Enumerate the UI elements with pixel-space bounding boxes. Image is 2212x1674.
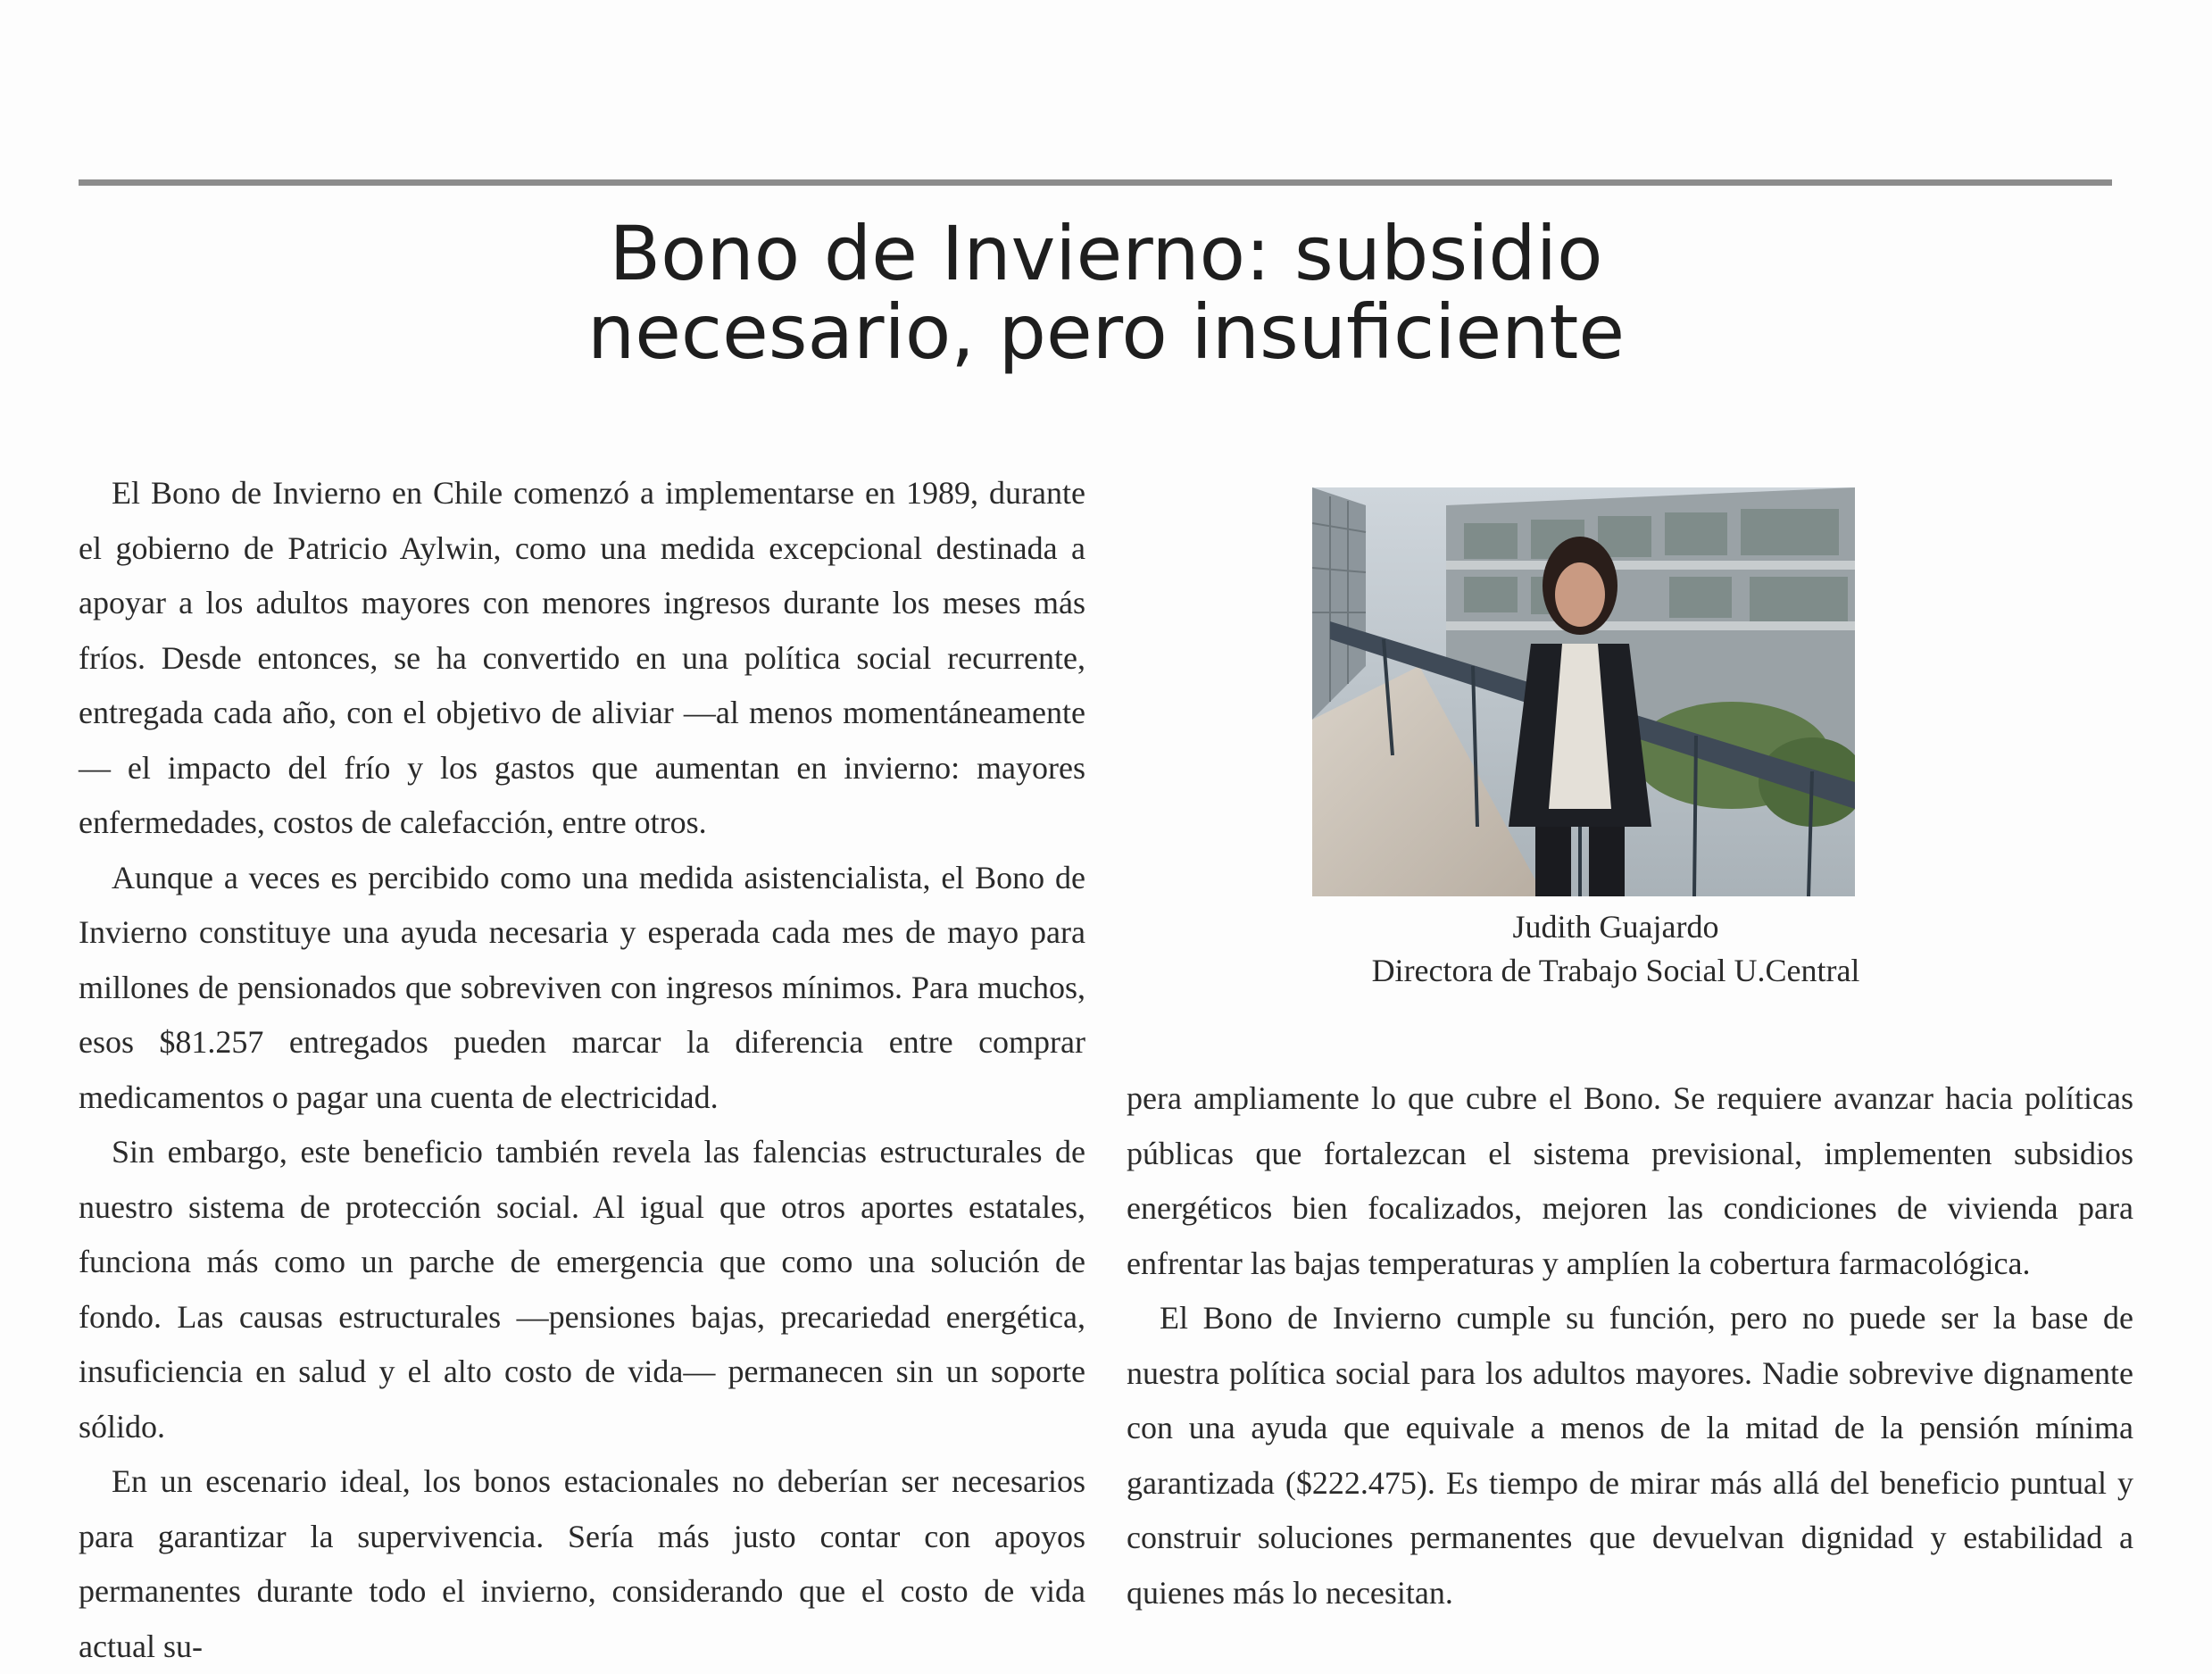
photo-caption	[1250, 905, 1982, 993]
body-paragraph: El Bono de Invierno en Chile comenzó a implementarse en 1989, durante el gobierno de Patricio Aylwin, como una medida excepcional destinada a apoyar a los adultos mayores con menores ingresos durante los meses más fríos. Desde entonces, se ha convertido en una política social recurrente, entregada cada año, con el objetivo de aliviar —al menos momentáneamente— el impacto del frío y los gastos que aumentan en invierno: mayores enfermedades, costos de calefacción, entre otros.	[79, 475, 1085, 840]
author-photo-figure	[1312, 487, 1855, 896]
author-photo	[1312, 487, 1855, 896]
headline-line-1: Bono de Invierno: subsidio	[609, 210, 1603, 297]
article-headline	[0, 210, 2212, 376]
top-divider-rule	[79, 179, 2112, 186]
body-paragraph: El Bono de Invierno cumple su función, pero no puede ser la base de nuestra política social para los adultos mayores. Nadie sobrevive dignamente con una ayuda que equivale a menos de la mitad de la pensión mínima garantizada ($222.475). Es tiempo de mirar más allá del beneficio puntual y construir soluciones permanentes que devuelvan dignidad y estabilidad a quienes más lo necesitan.	[1127, 1300, 2133, 1611]
article-column-left	[79, 466, 1085, 1674]
body-paragraph: Sin embargo, este beneficio también revela las falencias estructurales de nuestro sistema de protección social. Al igual que otros aportes estatales, funciona más como un parche de emergencia que como una solución de fondo. Las causas estructurales —pensiones bajas, precariedad energética, insuficiencia en salud y el alto costo de vida— permanecen sin un soporte sólido.	[79, 1134, 1085, 1445]
article-column-right	[1127, 1071, 2133, 1620]
author-role: Directora de Trabajo Social U.Central	[1371, 953, 1860, 988]
headline-line-2: necesario, pero insuficiente	[586, 288, 1625, 376]
author-name: Judith Guajardo	[1512, 909, 1719, 945]
body-paragraph: pera ampliamente lo que cubre el Bono. Se requiere avanzar hacia políticas públicas que fortalezcan el sistema previsional, implementen subsidios energéticos bien focalizados, mejoren las condiciones de vivienda para enfrentar las bajas temperaturas y amplíen la cobertura farmacológica.	[1127, 1080, 2133, 1281]
body-paragraph: En un escenario ideal, los bonos estacionales no deberían ser necesarios para garantizar la supervivencia. Sería más justo contar con apoyos permanentes durante todo el invierno, considerando que el costo de vida actual su-	[79, 1463, 1085, 1664]
body-paragraph: Aunque a veces es percibido como una medida asistencialista, el Bono de Invierno constituye una ayuda necesaria y esperada cada mes de mayo para millones de pensionados que sobreviven con ingresos mínimos. Para muchos, esos $81.257 entregados pueden marcar la diferencia entre comprar medicamentos o pagar una cuenta de electricidad.	[79, 859, 1085, 1115]
